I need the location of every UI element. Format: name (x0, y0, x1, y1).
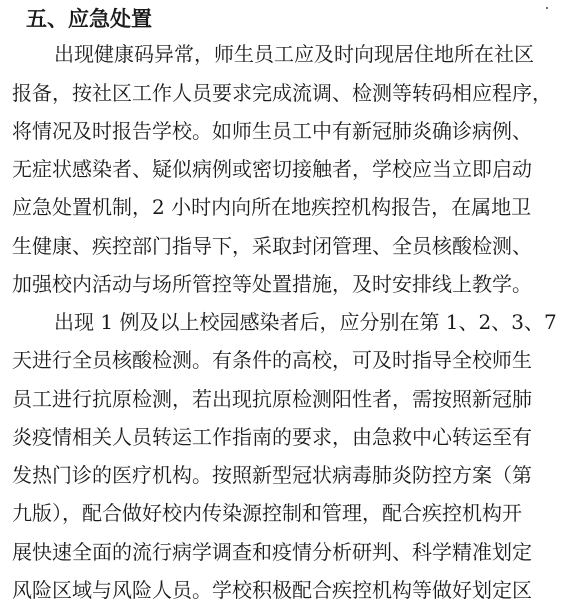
paragraph-line: 出现健康码异常，师生员工应及时向现居住地所在社区 (54, 42, 534, 66)
paragraph-line: 九版），配合做好校内传染源控制和管理，配合疾控机构开 (12, 501, 522, 525)
paragraph-line: 风险区域与风险人员。学校积极配合疾控机构等做好划定区 (12, 578, 532, 602)
paragraph-line: 发热门诊的医疗机构。按照新型冠状病毒肺炎防控方案（第 (12, 463, 532, 487)
scan-speck (546, 7, 548, 9)
paragraph-line: 员工进行抗原检测，若出现抗原检测阳性者，需按照新冠肺 (12, 387, 532, 411)
paragraph-line: 报备，按社区工作人员要求完成流调、检测等转码相应程序， (12, 81, 552, 105)
paragraph-line: 将情况及时报告学校。如师生员工中有新冠肺炎确诊病例、 (12, 119, 532, 143)
section-heading: 五、应急处置 (26, 7, 152, 31)
paragraph-line: 加强校内活动与场所管控等处置措施，及时安排线上教学。 (12, 272, 532, 296)
paragraph-line: 生健康、疾控部门指导下，采取封闭管理、全员核酸检测、 (12, 234, 532, 258)
paragraph-line: 展快速全面的流行病学调查和疫情分析研判、科学精准划定 (12, 540, 532, 564)
paragraph-line: 天进行全员核酸检测。有条件的高校，可及时指导全校师生 (12, 348, 532, 372)
paragraph-line: 应急处置机制，2 小时内向所在地疾控机构报告，在属地卫 (12, 195, 532, 219)
paragraph-line: 出现 1 例及以上校园感染者后，应分别在第 1、2、3、7 (54, 310, 557, 334)
paragraph-line: 无症状感染者、疑似病例或密切接触者，学校应当立即启动 (12, 157, 532, 181)
paragraph-line: 炎疫情相关人员转运工作指南的要求，由急救中心转运至有 (12, 425, 532, 449)
